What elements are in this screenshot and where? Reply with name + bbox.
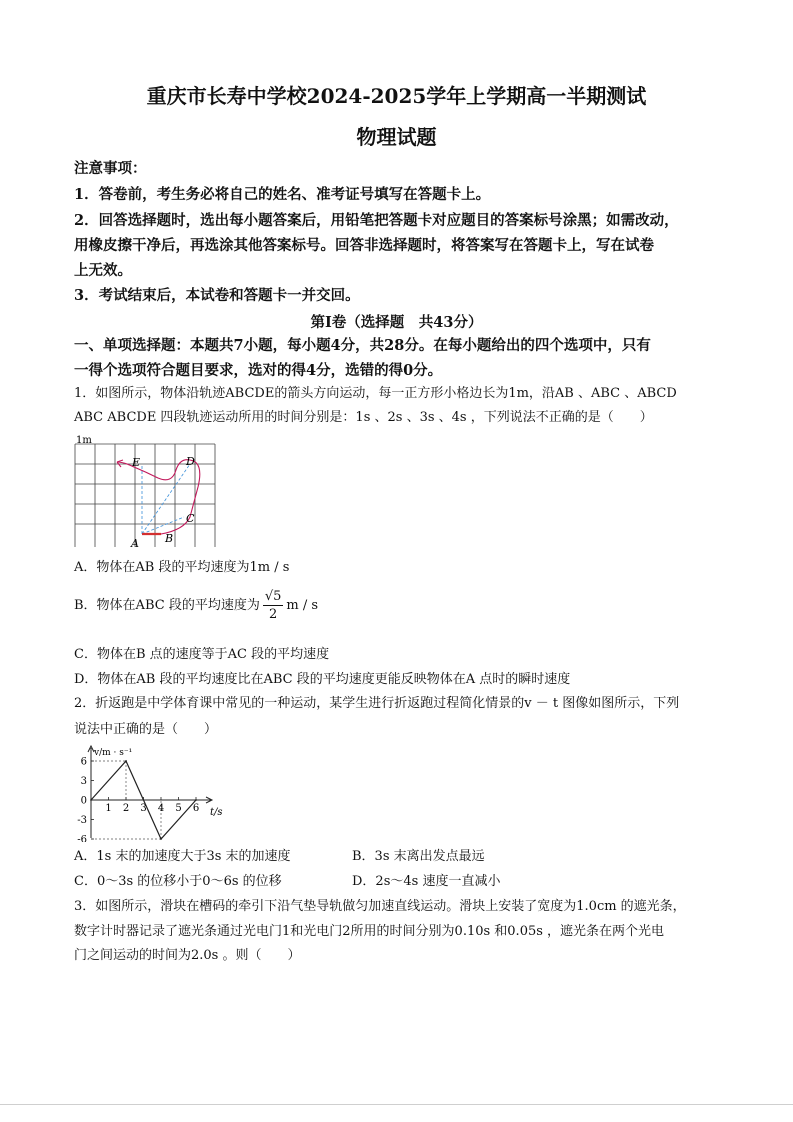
- q3-stem-line-1: 3．如图所示，滑块在槽码的牵引下沿气垫导轨做匀加速直线运动。滑块上安装了宽度为1.0cm 的遮光条，: [74, 899, 686, 914]
- q1-point-d: D: [186, 455, 195, 468]
- q1-point-c: C: [186, 512, 195, 525]
- chart-x-tick-label: 2: [122, 803, 130, 814]
- q1-point-a: A: [131, 537, 139, 550]
- notice-heading: 注意事项：: [74, 160, 147, 177]
- notice-item-2-line-3: 上无效。: [74, 262, 132, 279]
- q1-option-b-denominator: 2: [268, 607, 278, 622]
- q1-option-b: [74, 588, 318, 624]
- chart-x-tick-label: 3: [140, 803, 147, 814]
- q1-stem-line-2: ABC ABCDE 四段轨迹运动所用的时间分别是：1s 、2s 、3s 、4s ，下列说法不正确的是（ ）: [74, 410, 653, 425]
- q2-vt-chart: [72, 742, 242, 842]
- q2-stem-line-2: 说法中正确的是（ ）: [74, 722, 218, 737]
- q3-stem-line-3: 门之间运动的时间为2.0s 。则（ ）: [74, 948, 301, 963]
- chart-x-tick-label: 5: [175, 803, 182, 814]
- chart-data-point: [125, 760, 127, 762]
- q1-option-d: D．物体在AB 段的平均速度比在ABC 段的平均速度更能反映物体在A 点时的瞬时速度: [74, 672, 571, 687]
- q1-option-a: A．物体在AB 段的平均速度为1m / s: [74, 560, 290, 575]
- chart-x-label: t/s: [210, 807, 223, 818]
- chart-y-tick-label: -3: [77, 815, 87, 826]
- q1-scale-label: 1m: [76, 435, 92, 446]
- chart-y-label: v/m · s⁻¹: [94, 748, 133, 758]
- q2-option-c: C．0～3s 的位移小于0～6s 的位移: [74, 874, 282, 889]
- q1-point-b: B: [165, 532, 174, 545]
- q1-trajectory-figure: [72, 432, 222, 552]
- q1-option-b-fraction: [263, 588, 284, 623]
- page-bottom-divider: [0, 1104, 793, 1105]
- exam-subject: 物理试题: [356, 125, 437, 149]
- chart-y-tick-label: 6: [80, 756, 87, 768]
- notice-item-2-line-1: 2．回答选择题时，选出每小题答案后，用铅笔把答题卡对应题目的答案标号涂黑；如需改动，: [74, 212, 679, 229]
- chart-y-tick-label: 0: [80, 795, 87, 807]
- exam-title: 重庆市长寿中学校2024-2025学年上学期高一半期测试: [146, 84, 647, 108]
- q3-stem-line-2: 数字计时器记录了遮光条通过光电门1和光电门2所用的时间分别为0.10s 和0.05s ，遮光条在两个光电: [74, 924, 665, 939]
- chart-x-tick-label: 6: [192, 803, 200, 814]
- q2-option-d: D．2s～4s 速度一直减小: [352, 874, 501, 889]
- chart-x-tick-label: 1: [105, 803, 112, 814]
- q1-arrow-icon: [117, 460, 123, 467]
- notice-item-2-line-2: 用橡皮擦干净后，再选涂其他答案标号。回答非选择题时，将答案写在答题卡上，写在试卷: [74, 237, 654, 254]
- q1-option-c: C．物体在B 点的速度等于AC 段的平均速度: [74, 647, 330, 662]
- chart-y-tick-label: -6: [77, 834, 87, 842]
- q1-option-b-text: B．物体在ABC 段的平均速度为: [74, 598, 260, 613]
- chart-data-point: [160, 838, 162, 840]
- section-instruction-line-1: 一、单项选择题：本题共7小题，每小题4分，共28分。在每小题给出的四个选项中，只有: [74, 337, 651, 354]
- q2-stem-line-1: 2．折返跑是中学体育课中常见的一种运动，某学生进行折返跑过程简化情景的v － t 图像如图所示，下列: [74, 696, 680, 711]
- chart-x-tick-label: 4: [157, 803, 165, 814]
- q1-option-b-numerator: √5: [264, 589, 282, 604]
- q2-option-b: B．3s 末离出发点最远: [352, 849, 485, 864]
- section-title: 第I卷（选择题 共43分）: [310, 314, 483, 331]
- notice-item-1: 1．答卷前，考生务必将自己的姓名、准考证号填写在答题卡上。: [74, 186, 491, 203]
- q1-point-e: E: [132, 456, 141, 469]
- chart-y-tick-label: 3: [80, 776, 87, 787]
- notice-item-3: 3．考试结束后，本试卷和答题卡一并交回。: [74, 287, 360, 304]
- chart-data-point: [90, 799, 92, 801]
- q2-option-a: A．1s 末的加速度大于3s 末的加速度: [74, 849, 291, 864]
- q1-option-b-unit: m / s: [286, 598, 319, 613]
- q1-displacement-lines: [142, 464, 190, 534]
- section-instruction-line-2: 一得个选项符合题目要求，选对的得4分，选错的得0分。: [74, 362, 443, 379]
- chart-data-point: [195, 799, 197, 801]
- q1-stem-line-1: 1．如图所示，物体沿轨迹ABCDE的箭头方向运动，每一正方形小格边长为1m，沿AB 、ABC 、ABCD: [74, 386, 677, 401]
